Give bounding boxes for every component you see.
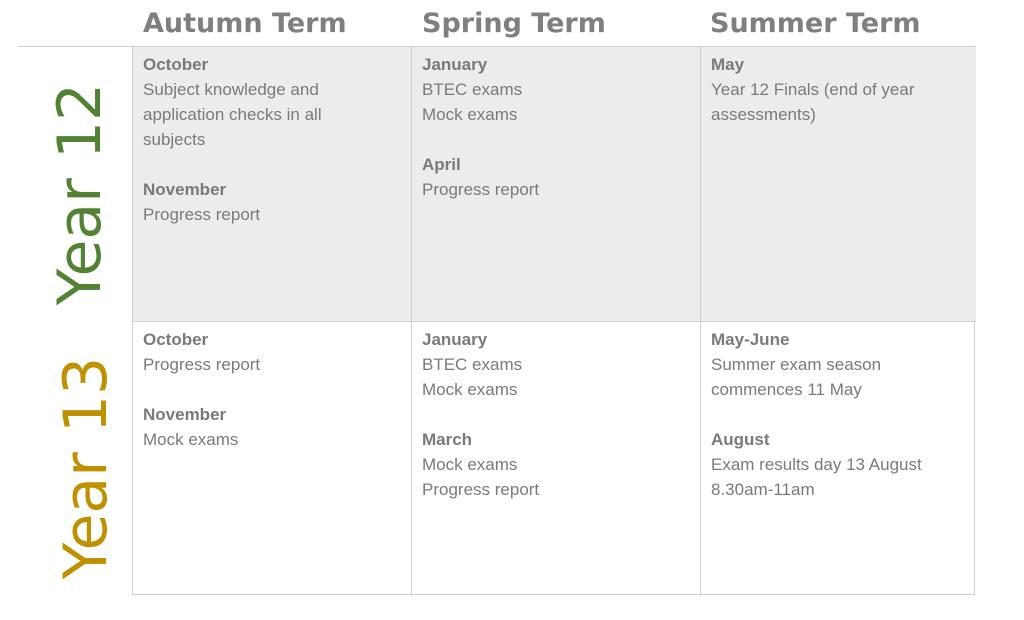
year-13-label: Year 13 <box>51 356 121 580</box>
event-text: BTEC exams <box>422 355 523 374</box>
cell-year12-autumn <box>133 47 412 322</box>
month-entry <box>422 327 692 402</box>
month-entry <box>143 327 403 377</box>
event-text: Exam results day 13 August <box>711 455 922 474</box>
month-entry <box>143 177 403 227</box>
month-heading: May <box>711 55 745 74</box>
exam-calendar-grid <box>132 46 975 595</box>
month-heading: November <box>143 405 227 424</box>
month-entry <box>711 327 968 402</box>
event-text: commences 11 May <box>711 380 862 399</box>
cell-year12-summer <box>701 47 976 322</box>
cell-year13-summer <box>701 322 976 596</box>
event-text: Year 12 Finals (end of year <box>711 80 915 99</box>
event-text: assessments) <box>711 105 816 124</box>
month-heading: April <box>422 155 461 174</box>
event-text: Progress report <box>422 180 540 199</box>
month-heading: January <box>422 330 488 349</box>
event-text: Summer exam season <box>711 355 882 374</box>
month-entry <box>143 52 403 152</box>
term-header-autumn: Autumn Term <box>143 8 347 39</box>
event-text: Progress report <box>143 355 261 374</box>
month-entry <box>143 402 403 452</box>
month-entry <box>711 427 968 502</box>
month-entry <box>422 52 692 127</box>
cell-year12-spring <box>412 47 701 322</box>
event-text: subjects <box>143 130 206 149</box>
event-text: Mock exams <box>143 430 239 449</box>
month-heading: October <box>143 330 209 349</box>
cell-year13-spring <box>412 322 701 596</box>
event-text: application checks in all <box>143 105 322 124</box>
event-text: Subject knowledge and <box>143 80 319 99</box>
month-entry <box>711 52 968 127</box>
month-heading: March <box>422 430 473 449</box>
month-heading: October <box>143 55 209 74</box>
divider <box>18 46 133 47</box>
term-header-spring: Spring Term <box>422 8 606 39</box>
event-text: Progress report <box>422 480 540 499</box>
month-heading: January <box>422 55 488 74</box>
event-text: 8.30am-11am <box>711 480 815 499</box>
event-text: Mock exams <box>422 105 518 124</box>
month-entry <box>422 152 692 202</box>
year-12-label: Year 12 <box>45 82 115 306</box>
event-text: BTEC exams <box>422 80 523 99</box>
event-text: Mock exams <box>422 455 518 474</box>
term-header-summer: Summer Term <box>710 8 921 39</box>
event-text: Progress report <box>143 205 261 224</box>
cell-year13-autumn <box>133 322 412 596</box>
month-heading: August <box>711 430 770 449</box>
month-heading: May-June <box>711 330 790 349</box>
month-entry <box>422 427 692 502</box>
month-heading: November <box>143 180 227 199</box>
event-text: Mock exams <box>422 380 518 399</box>
